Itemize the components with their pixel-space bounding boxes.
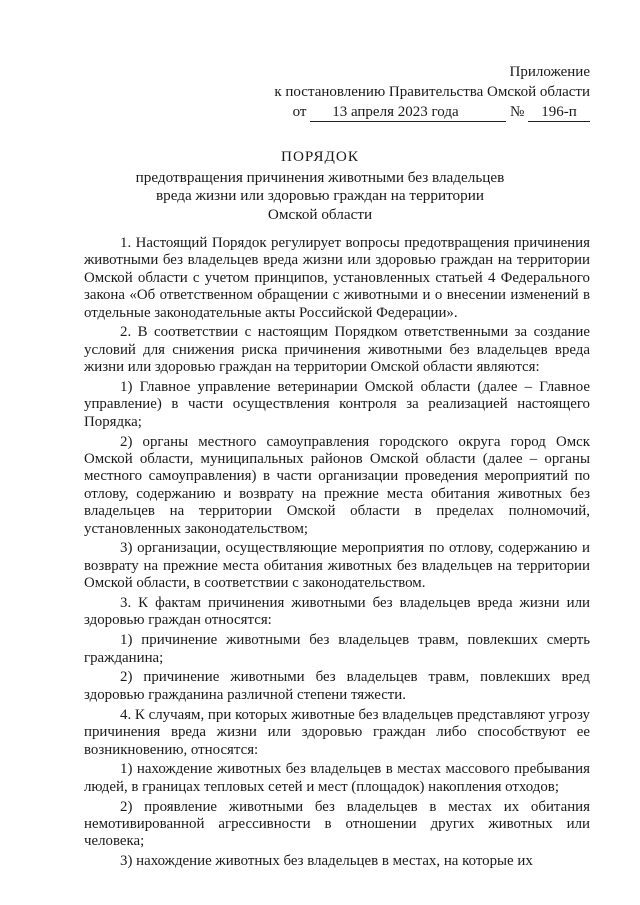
appendix-decree-reference: к постановлению Правительства Омской области — [274, 84, 590, 100]
title-line-3: Омской области — [267, 205, 373, 223]
number-sign: № — [509, 104, 525, 120]
document-title — [0, 148, 640, 224]
decree-date: 13 апреля 2023 года — [310, 104, 506, 122]
paragraph: 2. В соответствии с настоящим Порядком ответственными за создание условий для снижения риска причинения животными без владельцев вреда жизни или здоровью граждан на территории Омской области являются: — [84, 324, 590, 376]
paragraph: 4. К случаям, при которых животные без владельцев представляют угрозу причинения вреда жизни или здоровью граждан либо способствуют ее возникновению, относятся: — [84, 706, 590, 758]
paragraph: 3) нахождение животных без владельцев в местах, на которые их — [120, 853, 533, 870]
paragraph: 3) организации, осуществляющие мероприятия по отлову, содержанию и возврату на прежние места обитания животных без владельцев на территории Омской области, в соответствии с законодательством. — [84, 540, 590, 592]
paragraph: 2) органы местного самоуправления городского округа город Омск Омской области, муниципальных районов Омской области (далее – органы местного самоуправления) в части организации проведения мероприятий по отлову, содержанию и возврату на прежние места обитания животных без владельцев на территории Омской области в пределах полномочий, установленных законодательством; — [84, 433, 590, 537]
title-line-2: вреда жизни или здоровью граждан на территории — [155, 187, 485, 205]
paragraph: 2) причинение животными без владельцев травм, повлекших вред здоровью гражданина различной степени тяжести. — [84, 669, 590, 703]
paragraph: 1) нахождение животных без владельцев в местах массового пребывания людей, в границах тепловых сетей и мест (площадок) накопления отходов; — [84, 761, 590, 795]
appendix-date-number-line — [274, 102, 590, 122]
document-body — [84, 235, 590, 871]
paragraph: 3. К фактам причинения животными без владельцев вреда жизни или здоровью граждан относятся: — [84, 595, 590, 629]
paragraph: 1) Главное управление ветеринарии Омской области (далее – Главное управление) в части осуществления контроля за реализацией настоящего Порядка; — [84, 379, 590, 430]
title-heading: ПОРЯДОК — [280, 148, 359, 165]
appendix-label: Приложение — [509, 64, 590, 80]
paragraph: 1) причинение животными без владельцев травм, повлекших смерть гражданина; — [84, 632, 590, 666]
paragraph: 1. Настоящий Порядок регулирует вопросы предотвращения причинения животными без владельцев вреда жизни или здоровью граждан на территории Омской области с учетом принципов, установленных статьей 4 Федерального закона «Об ответственном обращении с животными и о внесении изменений в отдельные законодательные акты Российской Федерации». — [84, 235, 590, 321]
appendix-block — [274, 62, 590, 122]
paragraph: 2) проявление животными без владельцев в местах их обитания немотивированной агрессивности в отношении других животных или человека; — [84, 798, 590, 850]
from-label: от — [292, 104, 307, 120]
decree-number: 196-п — [528, 104, 590, 122]
title-line-1: предотвращения причинения животными без владельцев — [135, 168, 505, 186]
